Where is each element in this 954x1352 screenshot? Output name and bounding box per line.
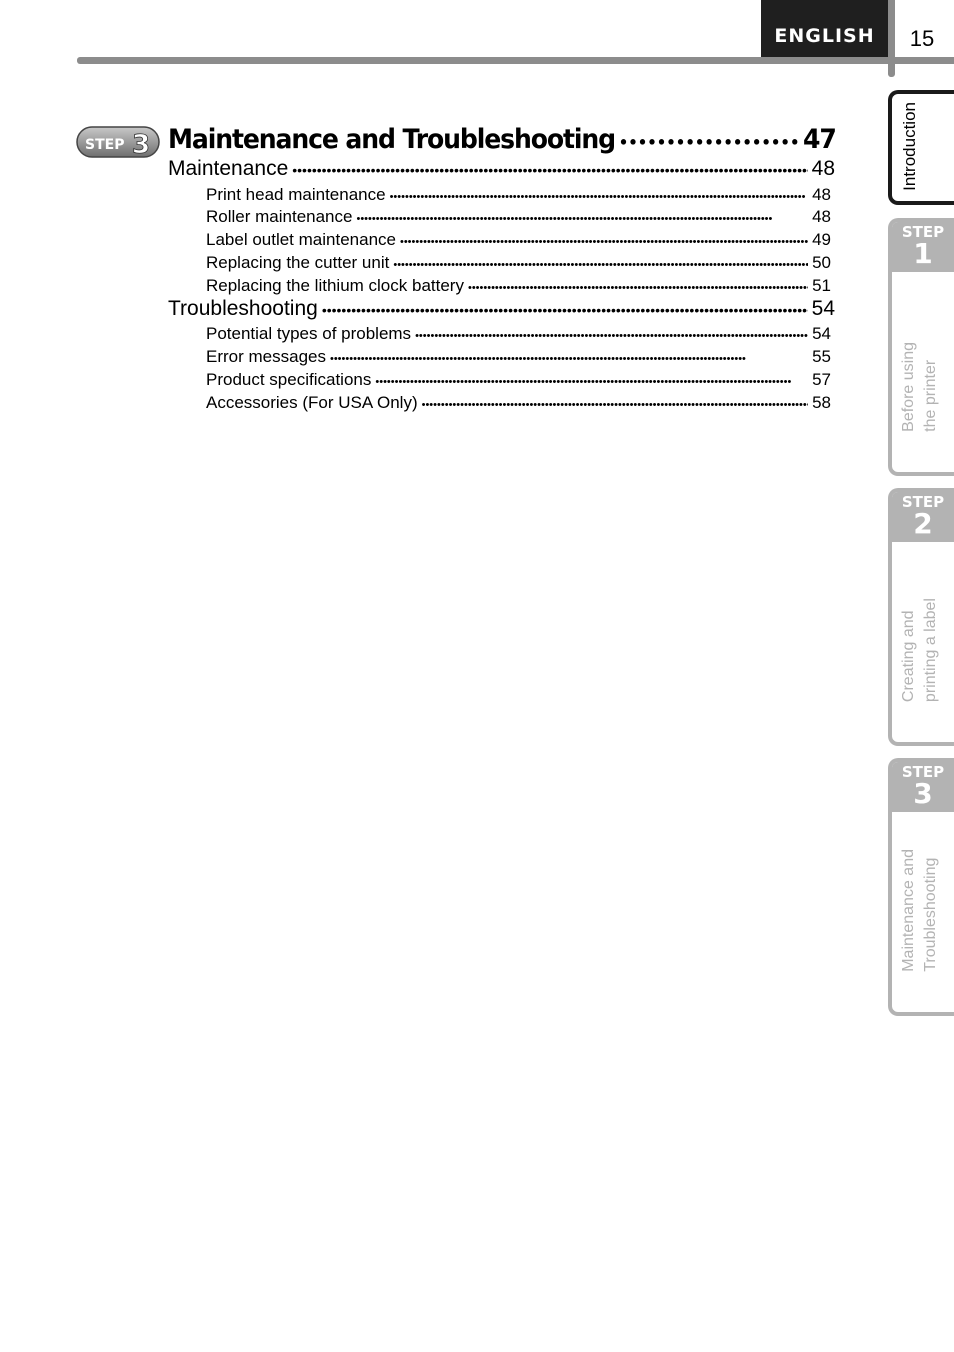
item-page: 57 bbox=[812, 370, 831, 389]
item-page: 48 bbox=[812, 185, 831, 204]
tab-step-header bbox=[892, 492, 954, 542]
toc-item[interactable] bbox=[206, 230, 831, 250]
item-title: Error messages bbox=[206, 347, 326, 366]
toc-item[interactable] bbox=[206, 347, 831, 367]
item-page: 51 bbox=[812, 276, 831, 295]
header-rule bbox=[77, 57, 954, 64]
leader-dots bbox=[393, 259, 808, 271]
side-tab-step-2[interactable] bbox=[888, 488, 954, 746]
leader-dots bbox=[375, 376, 808, 388]
tab-step-word: STEP bbox=[901, 223, 945, 241]
tab-step-header bbox=[892, 222, 954, 272]
section-title: Troubleshooting bbox=[168, 297, 318, 320]
item-title: Roller maintenance bbox=[206, 207, 353, 226]
item-page: 49 bbox=[812, 230, 831, 249]
leader-dots bbox=[390, 191, 809, 203]
item-page: 48 bbox=[812, 207, 831, 226]
item-title: Replacing the cutter unit bbox=[206, 253, 390, 272]
item-title: Product specifications bbox=[206, 370, 372, 389]
section-title: Maintenance bbox=[168, 157, 289, 180]
toc-item[interactable] bbox=[206, 370, 831, 390]
tab-step-number: 2 bbox=[913, 507, 933, 540]
item-page: 55 bbox=[812, 347, 831, 366]
toc-section-troubleshooting[interactable] bbox=[168, 297, 835, 321]
section-page: 48 bbox=[811, 157, 835, 180]
section-page: 54 bbox=[811, 297, 835, 320]
toc-item[interactable] bbox=[206, 207, 831, 227]
leader-dots bbox=[468, 282, 808, 294]
tab-step-word: STEP bbox=[901, 763, 945, 781]
language-label: ENGLISH bbox=[761, 0, 888, 57]
item-title: Print head maintenance bbox=[206, 185, 386, 204]
leader-dots bbox=[356, 213, 808, 225]
side-tab-introduction[interactable] bbox=[888, 90, 954, 205]
leader-dots bbox=[292, 162, 807, 178]
tab-label: Before using the printer bbox=[900, 342, 939, 432]
tab-label: Creating and printing a label bbox=[900, 597, 939, 702]
leader-dots bbox=[330, 353, 808, 365]
side-tab-step-3[interactable] bbox=[888, 758, 954, 1016]
item-title: Potential types of problems bbox=[206, 324, 412, 343]
item-title: Accessories (For USA Only) bbox=[206, 393, 418, 412]
chapter-title: Maintenance and Troubleshooting bbox=[168, 124, 616, 155]
tab-label: Maintenance and Troubleshooting bbox=[900, 849, 939, 972]
page-number: 15 bbox=[909, 26, 935, 51]
step-3-badge-icon bbox=[76, 126, 160, 158]
tab-step-header bbox=[892, 762, 954, 812]
item-title: Replacing the lithium clock battery bbox=[206, 276, 464, 295]
toc-item[interactable] bbox=[206, 253, 831, 273]
item-page: 54 bbox=[812, 324, 831, 343]
tab-step-number: 3 bbox=[913, 777, 933, 810]
toc-item[interactable] bbox=[206, 324, 831, 344]
tab-label: Introduction bbox=[900, 102, 919, 191]
leader-dots bbox=[619, 133, 800, 152]
chapter-page: 47 bbox=[803, 124, 836, 155]
leader-dots bbox=[415, 330, 808, 342]
leader-dots bbox=[400, 236, 808, 248]
item-page: 50 bbox=[812, 253, 831, 272]
tab-step-number: 1 bbox=[913, 237, 933, 270]
tab-step-word: STEP bbox=[901, 493, 945, 511]
badge-word: STEP bbox=[85, 137, 125, 153]
item-page: 58 bbox=[812, 393, 831, 412]
toc-item[interactable] bbox=[206, 276, 831, 296]
item-title: Label outlet maintenance bbox=[206, 230, 396, 249]
leader-dots bbox=[322, 302, 808, 318]
badge-number: 3 bbox=[132, 130, 151, 158]
header-vertical-rule bbox=[888, 0, 895, 77]
toc-item[interactable] bbox=[206, 393, 831, 413]
toc-chapter[interactable] bbox=[168, 124, 836, 155]
toc-section-maintenance[interactable] bbox=[168, 157, 835, 181]
side-tab-step-1[interactable] bbox=[888, 218, 954, 476]
toc-item[interactable] bbox=[206, 185, 831, 205]
leader-dots bbox=[422, 399, 808, 411]
